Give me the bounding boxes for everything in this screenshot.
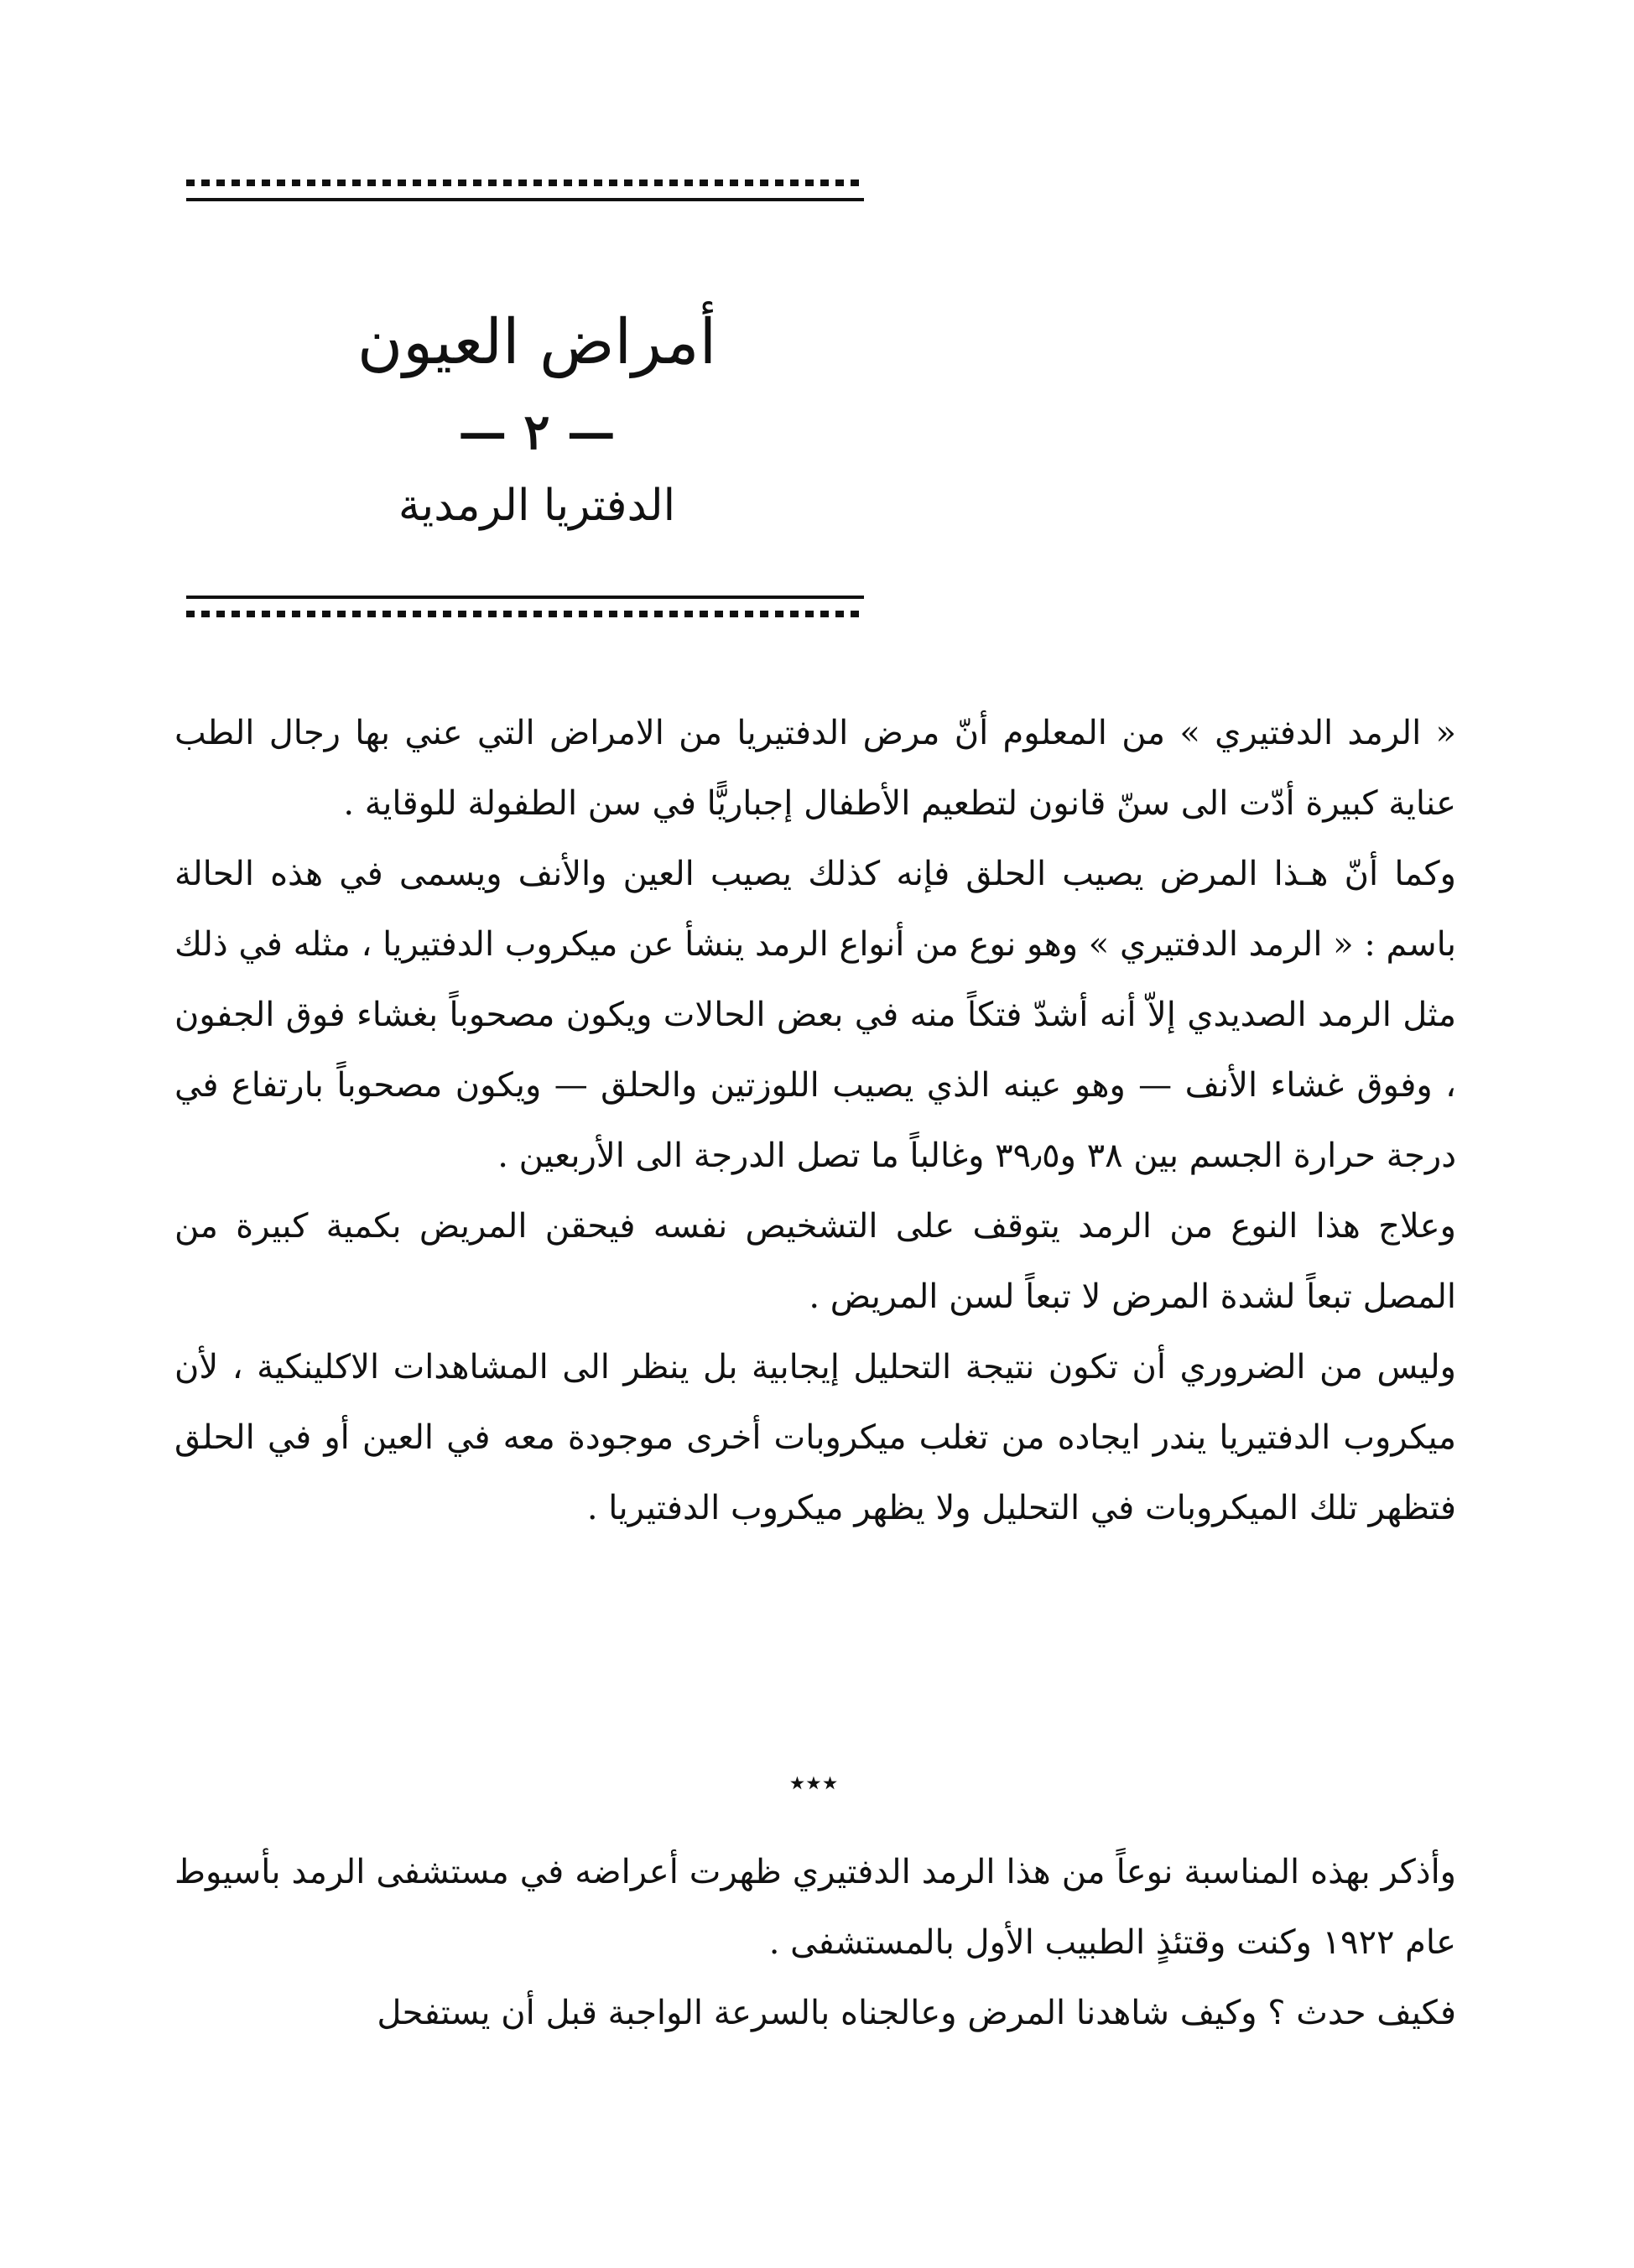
paragraph: وعلاج هذا النوع من الرمد يتوقف على التشخيص نفسه فيحقن المريض بكمية كبيرة من المصل تبعاً لشدة المرض لا تبعاً لسن المريض . <box>174 1207 1456 1316</box>
paragraph: وكما أنّ هـذا المرض يصيب الحلق فإنه كذلك يصيب العين والأنف ويسمى في هذه الحالة باسم : « الرمد الدفتيري » وهو نوع من أنواع الرمد ينشأ عن ميكروب الدفتيريا ، مثله في ذلك مثل الرمد الصديدي إلاّ أنه أشدّ فتكاً منه في بعض الحالات ويكون مصحوباً بغشاء فوق الجفون ، وفوق غشاء الأنف — وهو عينه الذي يصيب اللوزتين والحلق — ويكون مصحوباً بارتفاع في درجة حرارة الجسم بين ٣٨ و٣٩٫٥ وغالباً ما تصل الدرجة الى الأربعين . <box>174 855 1456 1175</box>
dashed-rule <box>186 611 864 617</box>
paragraph: فكيف حدث ؟ وكيف شاهدنا المرض وعالجناه بالسرعة الواجبة قبل أن يستفحل <box>377 1994 1456 2032</box>
body-section-one <box>174 698 1456 1543</box>
solid-rule <box>186 198 864 201</box>
paragraph: وليس من الضروري أن تكون نتيجة التحليل إيجابية بل ينظر الى المشاهدات الاكلينكية ، لأن ميكروب الدفتيريا يندر ايجاده من تغلب ميكروبات أخرى موجودة معه في العين أو في الحلق فتظهر تلك الميكروبات في التحليل ولا يظهر ميكروب الدفتيريا . <box>174 1348 1456 1527</box>
dashed-rule <box>186 179 864 186</box>
paragraph: وأذكر بهذه المناسبة نوعاً من هذا الرمد الدفتيري ظهرت أعراضه في مستشفى الرمد بأسيوط عام ١٩٢٢ وكنت وقتئذٍ الطبيب الأول بالمستشفى . <box>174 1853 1456 1962</box>
bottom-ornamental-rule <box>186 596 864 617</box>
article-title: أمراض العيون <box>356 306 717 378</box>
body-section-two <box>174 1837 1456 2048</box>
solid-rule <box>186 596 864 599</box>
paragraph: « الرمد الدفتيري » من المعلوم أنّ مرض الدفتيريا من الامراض التي عني بها رجال الطب عناية كبيرة أدّت الى سنّ قانون لتطعيم الأطفال إجباريًّا في سن الطفولة للوقاية . <box>174 714 1456 823</box>
top-ornamental-rule <box>186 179 864 201</box>
article-subtitle: الدفتريا الرمدية <box>398 481 676 531</box>
part-number: — ٢ — <box>458 403 616 460</box>
section-break-ornament: ٭٭٭ <box>788 1766 839 1800</box>
